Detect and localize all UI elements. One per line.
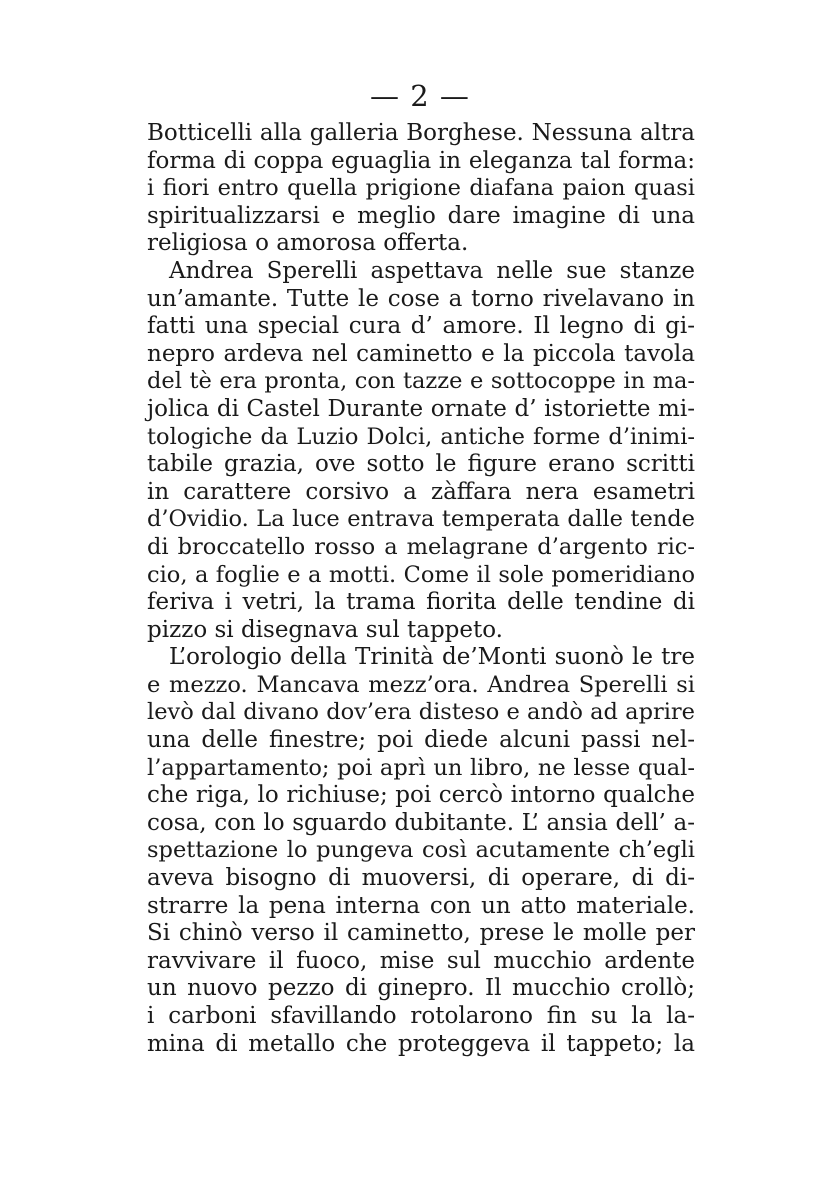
text-line: che riga, lo richiuse; poi cercò intorno qualche [147,782,695,809]
text-line: i carboni sfavillando rotolarono fin su la la- [147,1003,695,1029]
text-line: L’orologio della Trinità de’Monti suonò le tre [169,644,695,671]
body-text [147,120,695,1058]
text-line: Andrea Sperelli aspettava nelle sue stanze [169,257,695,284]
text-line: un’amante. Tutte le cose a torno rivelavano in [147,285,695,312]
text-line: l’appartamento; poi aprì un libro, ne lesse qual- [147,754,695,781]
page-number: — 2 — [370,79,470,113]
text-line: tologiche da Luzio Dolci, antiche forme d’inimi- [147,423,695,450]
text-line: jolica di Castel Durante ornate d’ istoriette mi- [147,395,695,422]
text-line: spettazione lo pungeva così acutamente ch’egli [147,837,695,864]
text-line: forma di coppa eguaglia in eleganza tal forma: [147,147,695,174]
text-line: fatti una special cura d’ amore. Il legno di gi- [147,313,695,340]
text-line: cio, a foglie e a motti. Come il sole pomeridiano [147,561,695,588]
text-line: nepro ardeva nel caminetto e la piccola tavola [147,340,695,367]
text-line: ravvivare il fuoco, mise sul mucchio ardente [147,947,695,974]
text-line: religiosa o amorosa offerta. [147,230,469,257]
text-line: i fiori entro quella prigione diafana paion quasi [147,175,695,202]
text-line: una delle finestre; poi diede alcuni passi nel- [147,727,695,754]
text-line: strarre la pena interna con un atto materiale. [147,892,695,919]
text-line: aveva bisogno di muoversi, di operare, di di- [147,865,695,892]
text-line: in carattere corsivo a zàffara nera esametri [147,478,695,505]
text-line: d’Ovidio. La luce entrava temperata dalle tende [147,506,695,533]
text-line: levò dal divano dov’era disteso e andò ad aprire [147,699,695,726]
text-line: del tè era pronta, con tazze e sottocoppe in ma- [147,368,695,395]
text-line: Botticelli alla galleria Borghese. Nessuna altra [147,120,695,146]
text-line: un nuovo pezzo di ginepro. Il mucchio crollò; [147,975,695,1002]
text-line: e mezzo. Mancava mezz’ora. Andrea Sperelli si [147,671,695,698]
text-line: di broccatello rosso a melagrane d’argento ric- [147,533,695,560]
text-line: tabile grazia, ove sotto le figure erano scritti [147,451,695,478]
text-line: Si chinò verso il caminetto, prese le molle per [147,920,695,947]
text-line: mina di metallo che proteggeva il tappeto; la [147,1030,695,1057]
text-line: pizzo si disegnava sul tappeto. [147,616,503,643]
text-line: feriva i vetri, la trama fiorita delle tendine di [147,589,695,616]
text-line: cosa, con lo sguardo dubitante. L’ ansia dell’ a- [147,809,695,836]
text-line: spiritualizzarsi e meglio dare imagine di una [147,202,695,229]
